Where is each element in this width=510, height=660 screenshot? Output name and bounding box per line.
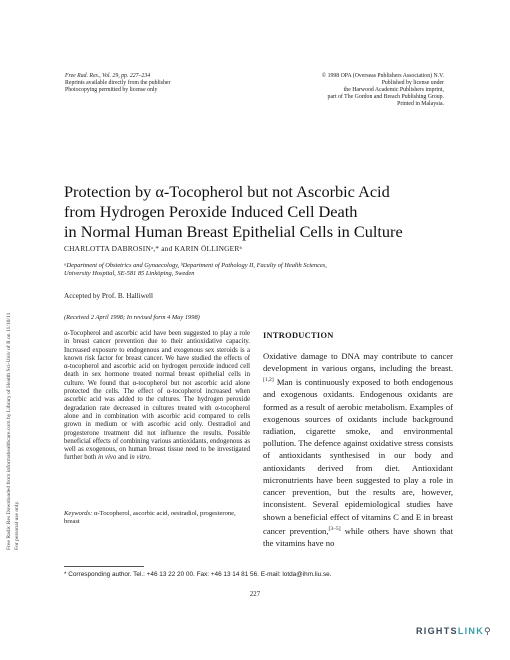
title-line-1: Protection by α-Tocopherol but not Ascorbic Acid [64, 182, 390, 201]
accepted-by: Accepted by Prof. B. Halliwell [64, 292, 154, 300]
keywords [64, 510, 250, 526]
title-line-2: from Hydrogen Peroxide Induced Cell Death [64, 202, 358, 221]
watermark-line-1: Free Radic Res Downloaded from informahealthcare.com by Library of Health Sci-Univ of Il on 11/10/11 [6, 312, 12, 550]
logo-part-rights: RIGHTS [416, 626, 458, 636]
affiliation-line-2: University Hospital, SE-581 85 Linköping, Sweden [64, 270, 195, 278]
logo-part-link: LINK [457, 626, 485, 636]
article-title [64, 182, 464, 242]
publisher-line-4: part of The Gordon and Breach Publishing Group. [327, 94, 444, 100]
introduction-text [263, 350, 453, 549]
corresponding-author-footnote: * Corresponding author. Tel.: +46 13 22 20 00. Fax: +46 13 14 81 56. E-mail: lotda@ihm.liu.se. [64, 571, 332, 578]
reprints-note: Reprints available directly from the publisher [65, 80, 171, 86]
intro-part-2: Man is continuously exposed to both endogenous and exogenous oxidants. Endogenous oxidants are formed as a result of aerobic metabolism. Examples of exogenous sources of oxidants include background radiation, cigarette smoke, and environmental pollution. The defence against oxidative stress consists of antioxidants synthesised in our body and antioxidants derived from diet. Antioxidant micronutrients have been suggested to play a role in cancer prevention, but the results are, however, inconsistent. Several epidemiological studies have shown a beneficial effect of vitamins C and E in breast cancer prevention, [263, 377, 453, 536]
citation-ref-1: [1,2] [263, 377, 274, 384]
affiliations [64, 262, 454, 279]
abstract-in-vivo: in vivo [97, 454, 117, 462]
journal-header-left [65, 73, 170, 94]
download-watermark [4, 150, 24, 550]
keywords-label: Keywords: [64, 510, 93, 517]
rightslink-wordmark [416, 626, 496, 637]
title-line-3: in Normal Human Breast Epithelial Cells in Culture [64, 222, 403, 241]
footnote-divider [64, 566, 144, 567]
keywords-text: α-Tocopherol, ascorbic acid, oestradiol, progesterone, breast [64, 510, 236, 526]
intro-part-3: while others have shown that the vitamins have no [263, 525, 453, 548]
abstract-and: and [116, 454, 130, 462]
printed-in: Printed in Malaysia. [397, 101, 444, 107]
abstract [64, 330, 250, 463]
rightslink-logo[interactable] [416, 626, 496, 646]
publisher-line-2: Published by license under [381, 80, 444, 86]
logo-mark-icon: ⚲ [484, 626, 492, 636]
publisher-line-3: the Harwood Academic Publishers imprint, [343, 87, 444, 93]
abstract-text: α-Tocopherol and ascorbic acid have been suggested to play a role in breast cancer prevention due to their antioxidative capacity. Increased exposure to endogenous and exogenous sex steroids is a known risk factor for breast cancer. We have studied the effects of α-tocopherol and ascorbic acid on hydrogen peroxide induced cell death in sex hormone treated normal breast epithelial cells in culture. We found that α-tocopherol but not ascorbic acid alone protected the cells. The effect of α-tocopherol increased when ascorbic acid was added to the cultures. The hydrogen peroxide degradation rate decreased in cultures treated with α-tocopherol alone and in combination with ascorbic acid compared to cells grown in medium or with ascorbic acid only. Oestradiol and progesterone treatment did not influence the results. Possible beneficial effects of combining various antioxidants, endogenous as well as exogenous, on human breast tissue need to be investigated further both [64, 330, 250, 462]
citation-ref-2: [3–5] [328, 525, 341, 532]
intro-part-1: Oxidative damage to DNA may contribute to cancer development in various organs, including the breast. [263, 351, 453, 374]
page-number: 227 [249, 591, 261, 598]
received-dates: (Received 2 April 1998; In revised form 4 May 1998) [64, 314, 200, 321]
photocopying-note: Photocopying permitted by license only [65, 87, 158, 93]
abstract-in-vitro: in vitro [129, 454, 150, 462]
author-list: CHARLOTTA DABROSINᵃ,* and KARIN ÖLLINGERᵇ [64, 244, 242, 253]
introduction-heading: INTRODUCTION [263, 331, 334, 340]
affiliation-line-1: ᵃDepartment of Obstetrics and Gynaecology, ᵇDepartment of Pathology II, Faculty of Health Sciences, [64, 262, 327, 269]
publisher-header-right [204, 73, 444, 108]
journal-citation: Free Rad. Res., Vol. 29, pp. 227–234 [65, 73, 151, 79]
watermark-line-2: For personal use only. [14, 500, 20, 550]
abstract-end: . [149, 454, 151, 462]
copyright-line: © 1998 OPA (Overseas Publishers Association) N.V. [321, 73, 444, 79]
